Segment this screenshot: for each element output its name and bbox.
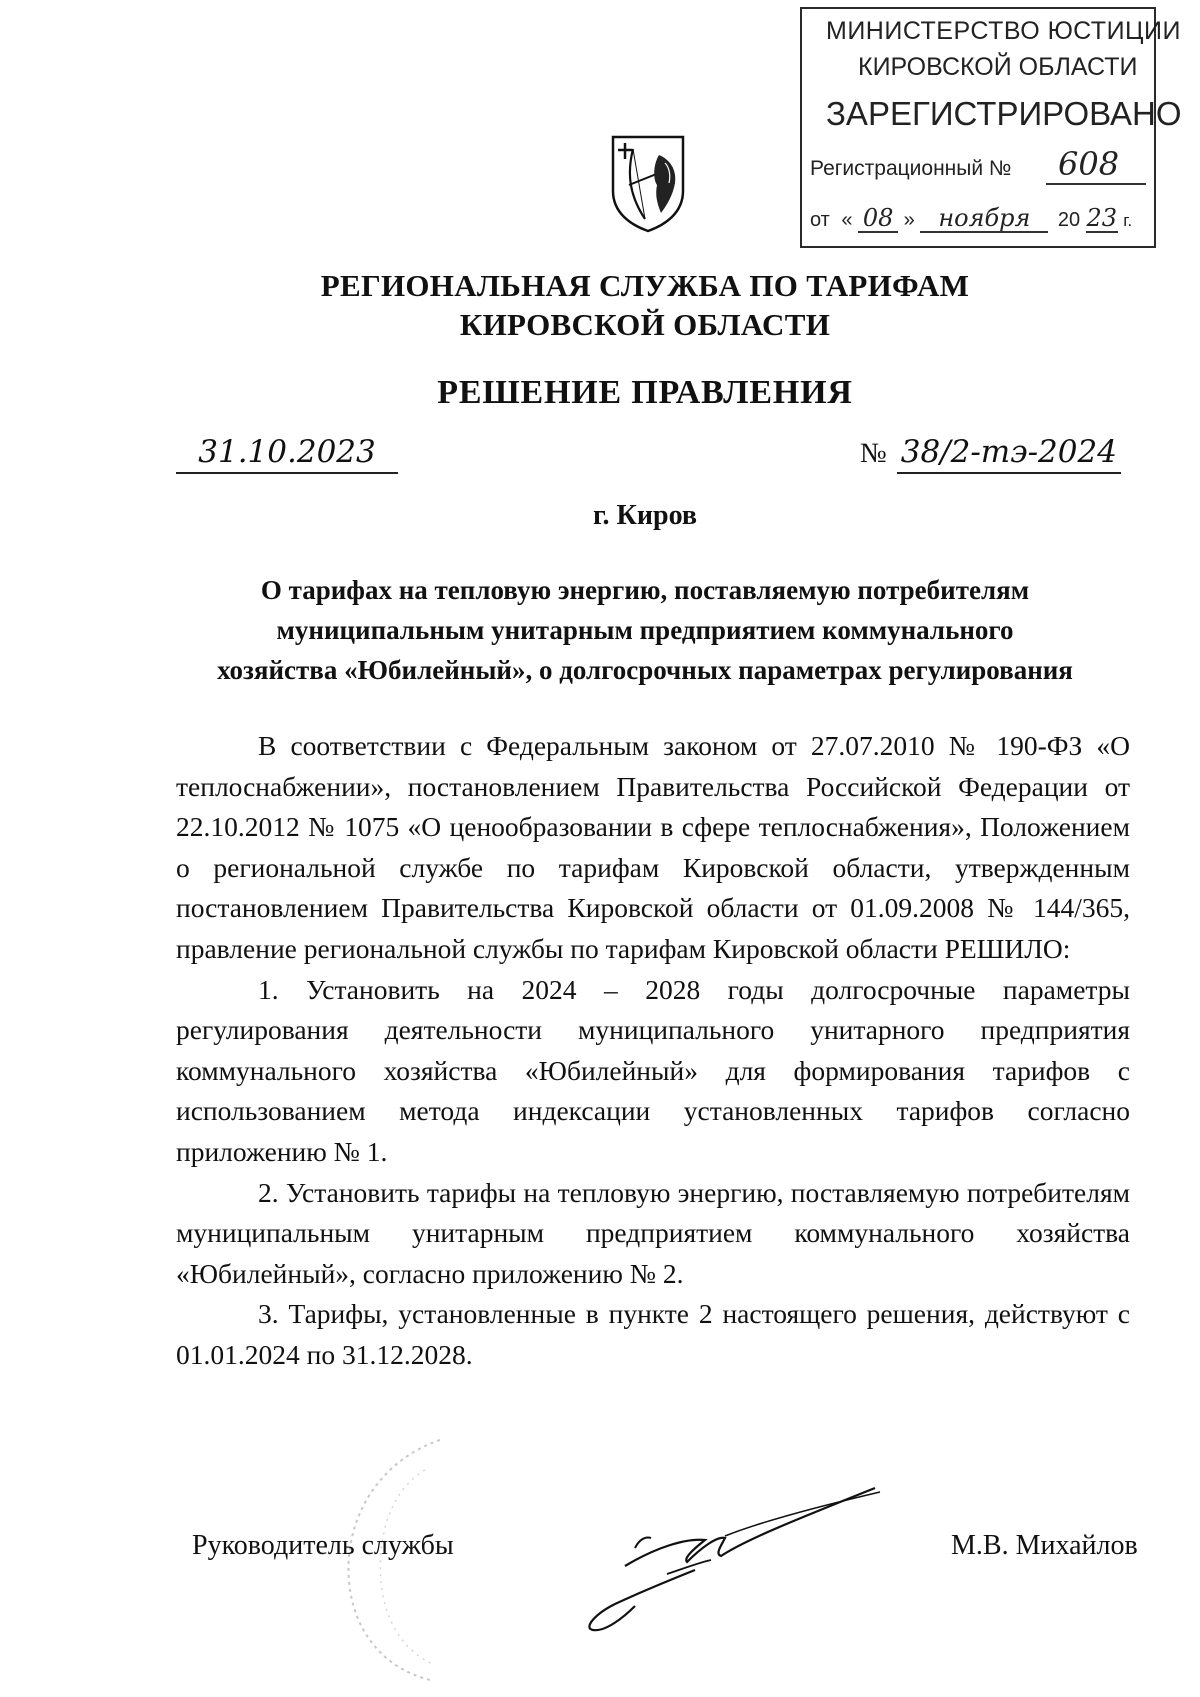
stamp-date-month: ноября: [920, 205, 1048, 233]
stamp-date-close-quote: »: [903, 209, 915, 231]
coat-of-arms-icon: [607, 133, 689, 233]
stamp-date-day: 08: [858, 205, 898, 233]
city: г. Киров: [593, 500, 697, 531]
stamp-date-century: 20: [1057, 209, 1081, 231]
stamp-regnum-label: Регистрационный №: [810, 157, 1012, 180]
subject-line-1: О тарифах на тепловую энергию, поставляемую потребителям: [260, 575, 1030, 605]
stamp-region: КИРОВСКОЙ ОБЛАСТИ: [858, 53, 1138, 81]
stamp-date-open-quote: «: [841, 209, 853, 231]
stamp-date-suffix: г.: [1123, 211, 1133, 230]
document-number-label: №: [860, 438, 887, 469]
preamble-paragraph: В соответствии с Федеральным законом от 27.07.2010 № 190-ФЗ «О теплоснабжении», постановлением Правительства Российской Федерации от 22.10.2012 № 1075 «О ценообразовании в сфере теплоснабжения», Положением о региональной службе по тарифам Кировской области, утвержденным постановлением Правительства Кировской области от 01.09.2008 № 144/365, правление региональной службы по тарифам Кировской области РЕШИЛО:: [176, 730, 1130, 964]
handwritten-signature-icon: [575, 1478, 915, 1638]
document-body: [176, 726, 1130, 1376]
org-name-line-2: КИРОВСКОЙ ОБЛАСТИ: [459, 307, 831, 342]
subject-line-2: муниципальным унитарным предприятием коммунального: [276, 615, 1014, 645]
registration-stamp: [800, 7, 1182, 248]
decision-item-2: 2. Установить тарифы на тепловую энергию, поставляемую потребителям муниципальным унитарным предприятием коммунального хозяйства «Юбилейный», согласно приложению № 2.: [176, 1176, 1130, 1289]
document-date: 31.10.2023: [176, 432, 398, 474]
stamp-regnum-value: 608: [1046, 145, 1146, 185]
org-name-line-1: РЕГИОНАЛЬНАЯ СЛУЖБА ПО ТАРИФАМ: [320, 268, 970, 303]
stamp-ministry: МИНИСТЕРСТВО ЮСТИЦИИ: [826, 17, 1181, 45]
stamp-date-prefix: от: [810, 209, 830, 231]
document-number-value: 38/2-тэ-2024: [897, 432, 1121, 474]
decision-item-1: 1. Установить на 2024 – 2028 годы долгосрочные параметры регулирования деятельности муниципального унитарного предприятия коммунального хозяйства «Юбилейный» для формирования тарифов с использованием метода индексации установленных тарифов согласно приложению № 1.: [176, 973, 1130, 1167]
stamp-date-row: [810, 205, 1150, 233]
signatory-name: М.В. Михайлов: [951, 1530, 1138, 1561]
stamp-status: ЗАРЕГИСТРИРОВАНО: [826, 95, 1182, 132]
subject-line-3: хозяйства «Юбилейный», о долгосрочных параметрах регулирования: [217, 655, 1073, 685]
document-type: РЕШЕНИЕ ПРАВЛЕНИЯ: [437, 374, 853, 411]
document-subject: [150, 570, 1140, 690]
signatory-title: Руководитель службы: [192, 1530, 454, 1561]
decision-item-3: 3. Тарифы, установленные в пункте 2 настоящего решения, действуют с 01.01.2024 по 31.12.2028.: [176, 1298, 1130, 1370]
document-number: [860, 432, 1140, 474]
stamp-date-year: 23: [1086, 204, 1117, 232]
